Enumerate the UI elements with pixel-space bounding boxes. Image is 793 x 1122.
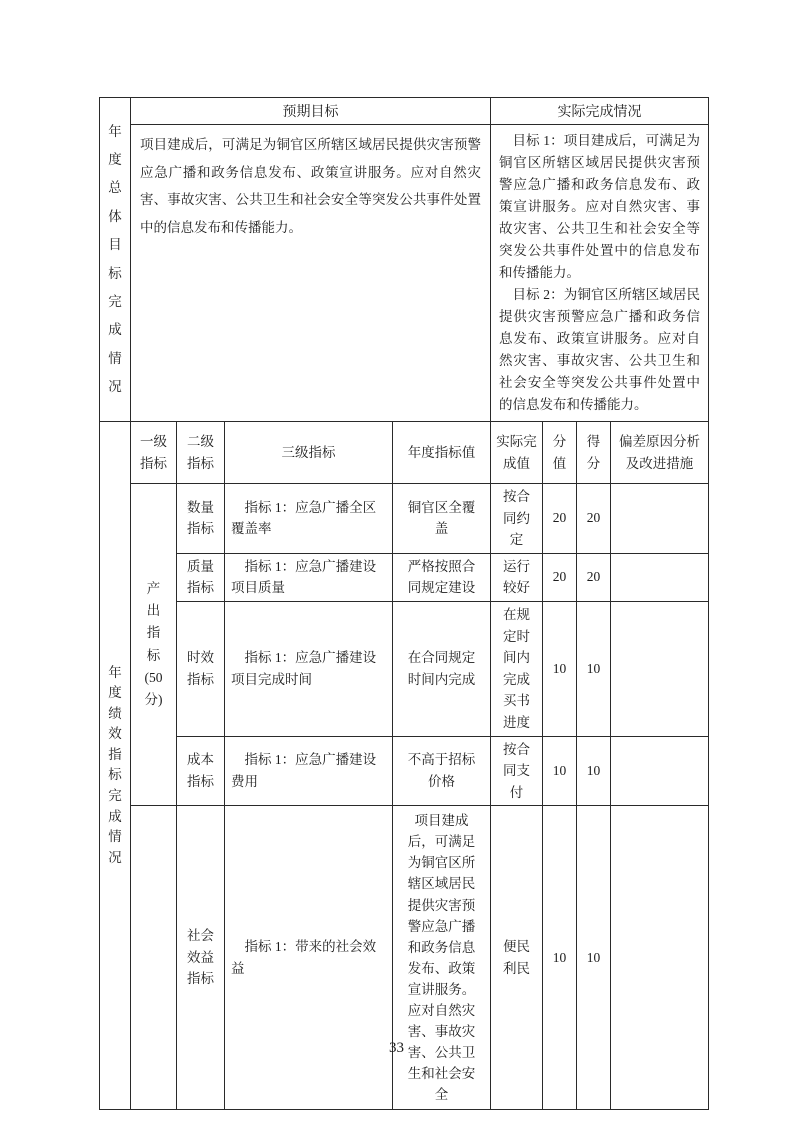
header-actual-completion-value: 实际完成值 bbox=[491, 422, 543, 484]
annual-value: 严格按照合同规定建设 bbox=[393, 553, 491, 601]
level2-label: 社会效益指标 bbox=[177, 806, 225, 1110]
expected-goal-header: 预期目标 bbox=[131, 98, 491, 125]
level3-label: 指标 1：应急广播建设项目完成时间 bbox=[225, 601, 393, 736]
earned-score: 10 bbox=[577, 601, 611, 736]
actual-value: 便民利民 bbox=[491, 806, 543, 1110]
expected-goal-text: 项目建成后，可满足为铜官区所辖区域居民提供灾害预警应急广播和政务信息发布、政策宣讲服务。应对自然灾害、事故灾害、公共卫生和社会安全等突发公共事件处置中的信息发布和传播能力。 bbox=[131, 125, 491, 422]
score-value: 10 bbox=[543, 806, 577, 1110]
header-level3-indicator: 三级指标 bbox=[225, 422, 393, 484]
level1-empty-cell bbox=[131, 806, 177, 1110]
header-annual-indicator-value: 年度指标值 bbox=[393, 422, 491, 484]
actual-goal-2-text: 目标 2：为铜官区所辖区域居民提供灾害预警应急广播和政务信息发布、政策宣讲服务。应对自然灾害、事故灾害、公共卫生和社会安全等突发公共事件处置中的信息发布和传播能力。 bbox=[499, 287, 700, 412]
level2-label: 数量指标 bbox=[177, 484, 225, 554]
actual-value: 在规定时间内完成买书进度 bbox=[491, 601, 543, 736]
overall-content-row bbox=[100, 125, 709, 422]
level2-label: 质量指标 bbox=[177, 553, 225, 601]
score-value: 20 bbox=[543, 553, 577, 601]
level3-label: 指标 1：带来的社会效益 bbox=[225, 806, 393, 1110]
overall-header-row bbox=[100, 98, 709, 125]
table-row-quantity bbox=[100, 484, 709, 554]
actual-goal-1-text: 目标 1：项目建成后，可满足为铜官区所辖区域居民提供灾害预警应急广播和政务信息发布、政策宣讲服务。应对自然灾害、事故灾害、公共卫生和社会安全等突发公共事件处置中的信息发布和传播能力。 bbox=[499, 133, 700, 280]
deviation-cell bbox=[611, 601, 709, 736]
level1-output-indicator-cell bbox=[131, 484, 177, 806]
earned-score: 20 bbox=[577, 484, 611, 554]
annual-value: 在合同规定时间内完成 bbox=[393, 601, 491, 736]
deviation-cell bbox=[611, 736, 709, 806]
level2-label: 时效指标 bbox=[177, 601, 225, 736]
score-value: 10 bbox=[543, 601, 577, 736]
earned-score: 10 bbox=[577, 806, 611, 1110]
header-deviation-analysis: 偏差原因分析及改进措施 bbox=[611, 422, 709, 484]
overall-section-side-label-cell bbox=[100, 98, 131, 422]
table-row-quality bbox=[100, 553, 709, 601]
table-row-cost bbox=[100, 736, 709, 806]
header-earned-score: 得分 bbox=[577, 422, 611, 484]
header-score-value: 分值 bbox=[543, 422, 577, 484]
actual-value: 运行较好 bbox=[491, 553, 543, 601]
annual-value: 铜官区全覆盖 bbox=[393, 484, 491, 554]
perf-header-row bbox=[100, 422, 709, 484]
performance-report-table bbox=[99, 97, 709, 1110]
header-level1-indicator: 一级指标 bbox=[131, 422, 177, 484]
deviation-cell bbox=[611, 553, 709, 601]
actual-completion-text-cell bbox=[491, 125, 709, 422]
header-level2-indicator: 二级指标 bbox=[177, 422, 225, 484]
table-row-timeliness bbox=[100, 601, 709, 736]
score-value: 10 bbox=[543, 736, 577, 806]
annual-value: 不高于招标价格 bbox=[393, 736, 491, 806]
level3-label: 指标 1：应急广播建设项目质量 bbox=[225, 553, 393, 601]
level3-label: 指标 1：应急广播建设费用 bbox=[225, 736, 393, 806]
level1-output-indicator-label: 产出指标(50分) bbox=[144, 580, 163, 708]
page-number: 33 bbox=[389, 1040, 404, 1056]
perf-section-side-label: 年度绩效指标完成情况 bbox=[108, 664, 122, 865]
level2-label: 成本指标 bbox=[177, 736, 225, 806]
deviation-cell bbox=[611, 484, 709, 554]
annual-value: 项目建成后，可满足为铜官区所辖区域居民提供灾害预警应急广播和政务信息发布、政策宣讲服务。应对自然灾害、事故灾害、公共卫生和社会安全 bbox=[393, 806, 491, 1110]
actual-value: 按合同约定 bbox=[491, 484, 543, 554]
actual-completion-header: 实际完成情况 bbox=[491, 98, 709, 125]
overall-section-side-label: 年度总体目标完成情况 bbox=[108, 123, 122, 394]
earned-score: 10 bbox=[577, 736, 611, 806]
earned-score: 20 bbox=[577, 553, 611, 601]
score-value: 20 bbox=[543, 484, 577, 554]
level3-label: 指标 1：应急广播全区覆盖率 bbox=[225, 484, 393, 554]
deviation-cell bbox=[611, 806, 709, 1110]
perf-section-side-label-cell bbox=[100, 422, 131, 1110]
table-row-social-benefit bbox=[100, 806, 709, 1110]
actual-value: 按合同支付 bbox=[491, 736, 543, 806]
